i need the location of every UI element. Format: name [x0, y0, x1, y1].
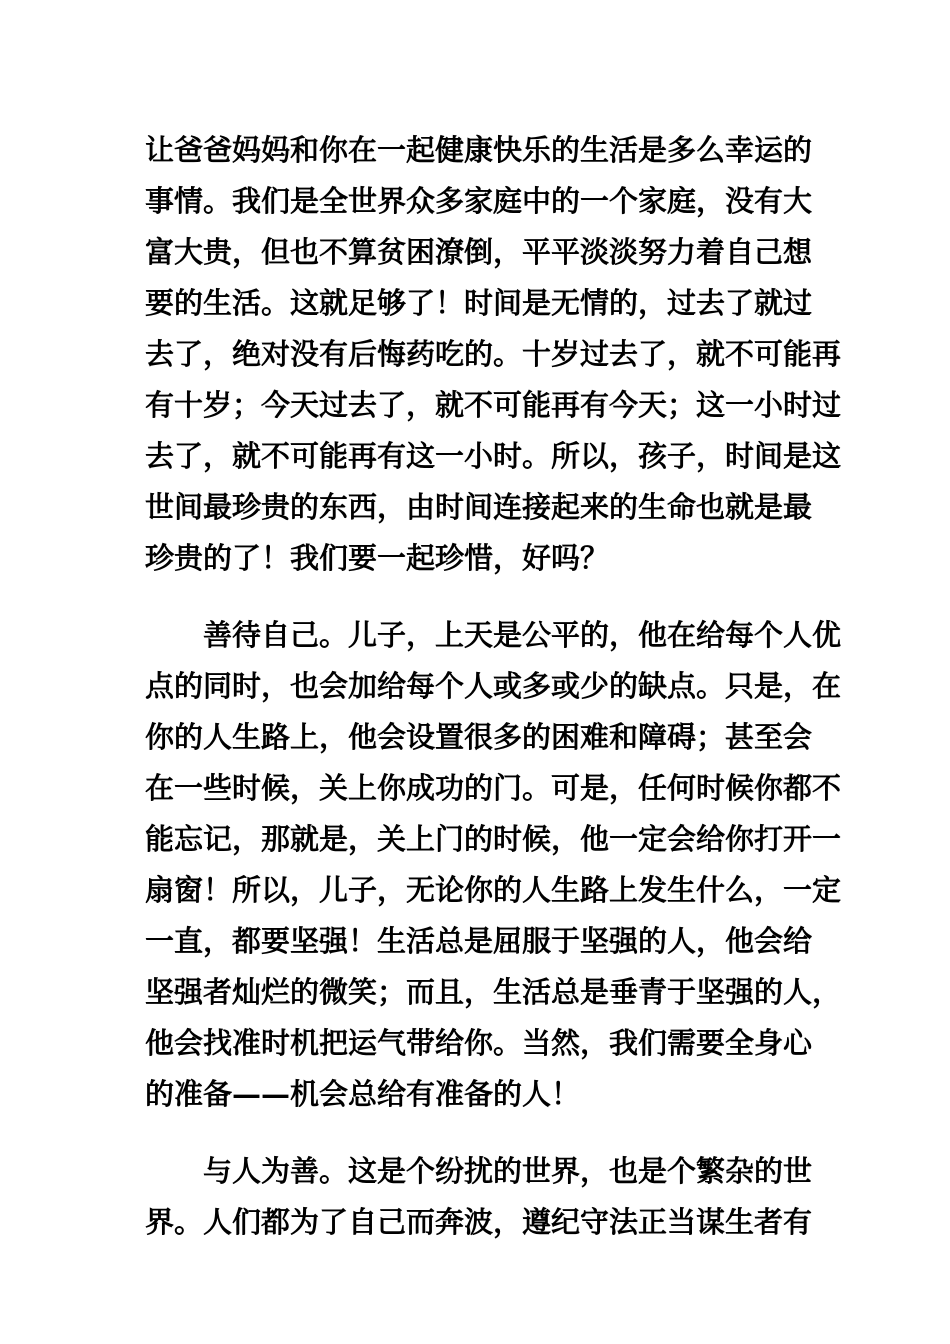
- text-line: 有十岁；今天过去了，就不可能再有今天；这一小时过: [145, 388, 842, 422]
- paragraph-time: [145, 125, 842, 584]
- text-line: 坚强者灿烂的微笑；而且，生活总是垂青于坚强的人，: [145, 975, 842, 1009]
- document-body: [145, 125, 842, 1248]
- text-line: 在一些时候，关上你成功的门。可是，任何时候你都不: [145, 771, 842, 805]
- text-line: 与人为善。这是个纷扰的世界，也是个繁杂的世: [203, 1154, 813, 1188]
- text-line: 世间最珍贵的东西，由时间连接起来的生命也就是最: [145, 490, 813, 524]
- text-line: 的准备——机会总给有准备的人！: [145, 1077, 581, 1111]
- text-line: 他会找准时机把运气带给你。当然，我们需要全身心: [145, 1026, 813, 1060]
- paragraph-be-kind-to-others: [145, 1146, 813, 1248]
- text-line: 富大贵，但也不算贫困潦倒，平平淡淡努力着自己想: [145, 235, 813, 269]
- text-line: 界。人们都为了自己而奔波，遵纪守法正当谋生者有: [145, 1205, 813, 1239]
- paragraph-be-kind-to-yourself: [145, 610, 842, 1120]
- text-line: 去了，绝对没有后悔药吃的。十岁过去了，就不可能再: [145, 337, 842, 371]
- text-line: 去了，就不可能再有这一小时。所以，孩子，时间是这: [145, 439, 842, 473]
- text-line: 珍贵的了！我们要一起珍惜，好吗？: [145, 541, 610, 575]
- text-line: 事情。我们是全世界众多家庭中的一个家庭，没有大: [145, 184, 813, 218]
- text-line: 一直，都要坚强！生活总是屈服于坚强的人，他会给: [145, 924, 813, 958]
- text-line: 善待自己。儿子，上天是公平的，他在给每个人优: [203, 618, 842, 652]
- text-line: 点的同时，也会加给每个人或多或少的缺点。只是，在: [145, 669, 842, 703]
- text-line: 要的生活。这就足够了！时间是无情的，过去了就过: [145, 286, 813, 320]
- text-line: 让爸爸妈妈和你在一起健康快乐的生活是多么幸运的: [145, 133, 813, 167]
- text-line: 能忘记，那就是，关上门的时候，他一定会给你打开一: [145, 822, 842, 856]
- text-line: 你的人生路上，他会设置很多的困难和障碍；甚至会: [145, 720, 813, 754]
- text-line: 扇窗！所以，儿子，无论你的人生路上发生什么，一定: [145, 873, 842, 907]
